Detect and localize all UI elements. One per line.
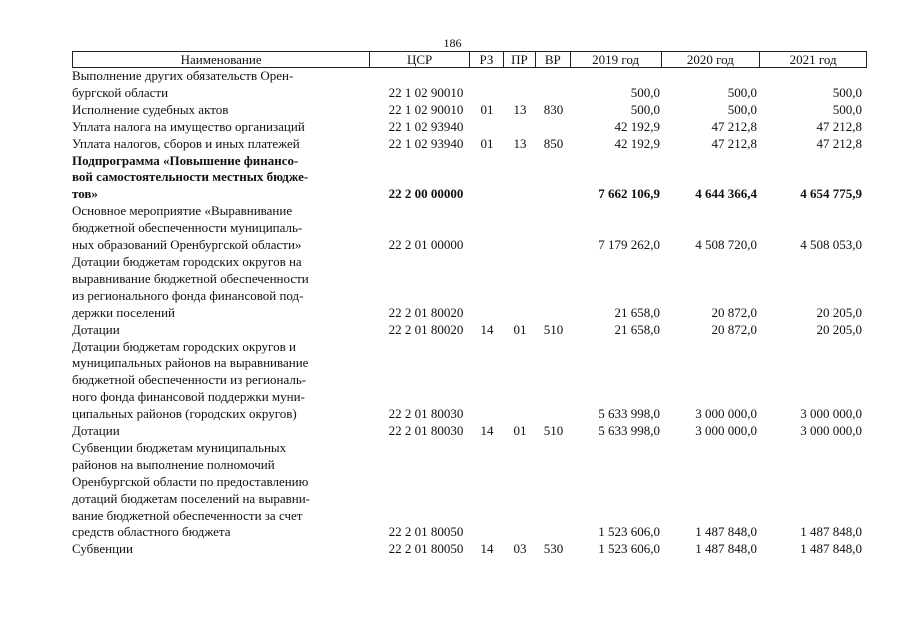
table-row bbox=[72, 136, 867, 153]
cell-2020: 500,0 bbox=[727, 84, 757, 100]
header-name: Наименование bbox=[73, 52, 370, 67]
cell-name: Уплата налогов, сборов и иных платежей bbox=[72, 135, 300, 151]
cell-pr: 01 bbox=[513, 321, 527, 337]
cell-name: Подпрограмма «Повышение финансо- вой самостоятельности местных бюдже- тов» bbox=[72, 152, 309, 202]
cell-2021: 1 487 848,0 bbox=[800, 541, 862, 557]
cell-csr: 22 2 01 80050 bbox=[388, 524, 464, 540]
table-row bbox=[72, 541, 867, 558]
cell-2021: 500,0 bbox=[832, 84, 862, 100]
cell-pr: 13 bbox=[513, 135, 527, 151]
header-rz: РЗ bbox=[470, 52, 504, 67]
cell-2021: 47 212,8 bbox=[816, 135, 862, 151]
header-2020: 2020 год bbox=[662, 52, 761, 67]
cell-2021: 500,0 bbox=[832, 101, 862, 117]
cell-2021: 1 487 848,0 bbox=[800, 524, 862, 540]
cell-2020: 47 212,8 bbox=[711, 135, 757, 151]
table-row bbox=[72, 322, 867, 339]
table-row bbox=[72, 423, 867, 440]
header-pr: ПР bbox=[504, 52, 536, 67]
cell-vr: 830 bbox=[543, 101, 564, 117]
cell-2020: 1 487 848,0 bbox=[695, 541, 757, 557]
cell-2021: 3 000 000,0 bbox=[800, 423, 862, 439]
table-body bbox=[72, 68, 867, 558]
cell-2019: 21 658,0 bbox=[614, 321, 660, 337]
table-row bbox=[72, 119, 867, 136]
cell-name: Основное мероприятие «Выравнивание бюджетной обеспеченности муниципаль- ных образований Оренбургской области» bbox=[72, 203, 303, 253]
table-header bbox=[72, 51, 867, 68]
cell-2021: 47 212,8 bbox=[816, 118, 862, 134]
cell-csr: 22 2 01 80030 bbox=[388, 423, 464, 439]
cell-name: Дотации bbox=[72, 321, 120, 337]
table-row bbox=[72, 339, 867, 424]
cell-rz: 14 bbox=[480, 541, 494, 557]
cell-name: Уплата налога на имущество организаций bbox=[72, 118, 305, 134]
cell-2020: 3 000 000,0 bbox=[695, 423, 757, 439]
cell-2019: 1 523 606,0 bbox=[598, 524, 660, 540]
cell-pr: 03 bbox=[513, 541, 527, 557]
page-number: 186 bbox=[443, 36, 462, 50]
cell-2021: 20 205,0 bbox=[816, 321, 862, 337]
cell-csr: 22 1 02 93940 bbox=[388, 135, 464, 151]
cell-2021: 4 508 053,0 bbox=[800, 237, 862, 253]
cell-csr: 22 2 01 00000 bbox=[388, 237, 464, 253]
header-2021: 2021 год bbox=[789, 52, 837, 67]
cell-pr: 13 bbox=[513, 101, 527, 117]
cell-csr: 22 1 02 90010 bbox=[388, 101, 464, 117]
cell-csr: 22 2 01 80030 bbox=[388, 406, 464, 422]
cell-name: Субвенции бюджетам муниципальных районов на выполнение полномочий Оренбургской области по предоставлению дотаций бюджетам поселений на выравни- вание бюджетной обеспеченности за счет средств областного бюджета bbox=[72, 439, 310, 540]
cell-2020: 1 487 848,0 bbox=[695, 524, 757, 540]
cell-rz: 01 bbox=[480, 135, 494, 151]
cell-csr: 22 2 00 00000 bbox=[388, 186, 464, 202]
cell-2021: 3 000 000,0 bbox=[800, 406, 862, 422]
cell-rz: 14 bbox=[480, 321, 494, 337]
cell-name: Дотации bbox=[72, 423, 120, 439]
cell-2020: 4 508 720,0 bbox=[695, 237, 757, 253]
cell-2021: 20 205,0 bbox=[816, 304, 862, 320]
table-row bbox=[72, 153, 867, 204]
cell-name: Дотации бюджетам городских округов и муниципальных районов на выравнивание бюджетной обеспеченности из региональ- ного фонда финансовой поддержки муни- ципальных районов (городских округов) bbox=[72, 338, 309, 422]
cell-2020: 500,0 bbox=[727, 101, 757, 117]
cell-2020: 4 644 366,4 bbox=[695, 186, 757, 202]
cell-csr: 22 2 01 80050 bbox=[388, 541, 464, 557]
cell-2019: 21 658,0 bbox=[614, 304, 660, 320]
table-row bbox=[72, 440, 867, 541]
cell-2020: 20 872,0 bbox=[711, 304, 757, 320]
cell-2019: 42 192,9 bbox=[614, 118, 660, 134]
table-row bbox=[72, 203, 867, 254]
cell-2019: 7 179 262,0 bbox=[598, 237, 660, 253]
cell-rz: 14 bbox=[480, 423, 494, 439]
cell-2020: 47 212,8 bbox=[711, 118, 757, 134]
cell-2019: 500,0 bbox=[630, 101, 660, 117]
cell-pr: 01 bbox=[513, 423, 527, 439]
cell-2020: 3 000 000,0 bbox=[695, 406, 757, 422]
cell-vr: 510 bbox=[543, 321, 564, 337]
cell-2019: 1 523 606,0 bbox=[598, 541, 660, 557]
header-2019: 2019 год bbox=[571, 52, 662, 67]
table-row bbox=[72, 68, 867, 102]
cell-2019: 5 633 998,0 bbox=[598, 423, 660, 439]
table-row bbox=[72, 102, 867, 119]
cell-name: Выполнение других обязательств Орен- бургской области bbox=[72, 68, 294, 100]
cell-csr: 22 1 02 93940 bbox=[388, 118, 464, 134]
header-vr: ВР bbox=[536, 52, 571, 67]
cell-2019: 42 192,9 bbox=[614, 135, 660, 151]
cell-name: Дотации бюджетам городских округов на выравнивание бюджетной обеспеченности из регионального фонда финансовой под- держки поселений bbox=[72, 253, 309, 320]
cell-2021: 4 654 775,9 bbox=[800, 186, 862, 202]
cell-2020: 20 872,0 bbox=[711, 321, 757, 337]
cell-name: Исполнение судебных актов bbox=[72, 101, 229, 117]
cell-name: Субвенции bbox=[72, 541, 133, 557]
cell-csr: 22 2 01 80020 bbox=[388, 304, 464, 320]
cell-2019: 7 662 106,9 bbox=[598, 186, 660, 202]
table-row bbox=[72, 254, 867, 322]
header-csr: ЦСР bbox=[370, 52, 470, 67]
cell-2019: 500,0 bbox=[630, 84, 660, 100]
cell-vr: 510 bbox=[543, 423, 564, 439]
cell-vr: 530 bbox=[543, 541, 564, 557]
cell-vr: 850 bbox=[543, 135, 564, 151]
cell-2019: 5 633 998,0 bbox=[598, 406, 660, 422]
cell-csr: 22 2 01 80020 bbox=[388, 321, 464, 337]
cell-rz: 01 bbox=[480, 101, 494, 117]
cell-csr: 22 1 02 90010 bbox=[388, 84, 464, 100]
